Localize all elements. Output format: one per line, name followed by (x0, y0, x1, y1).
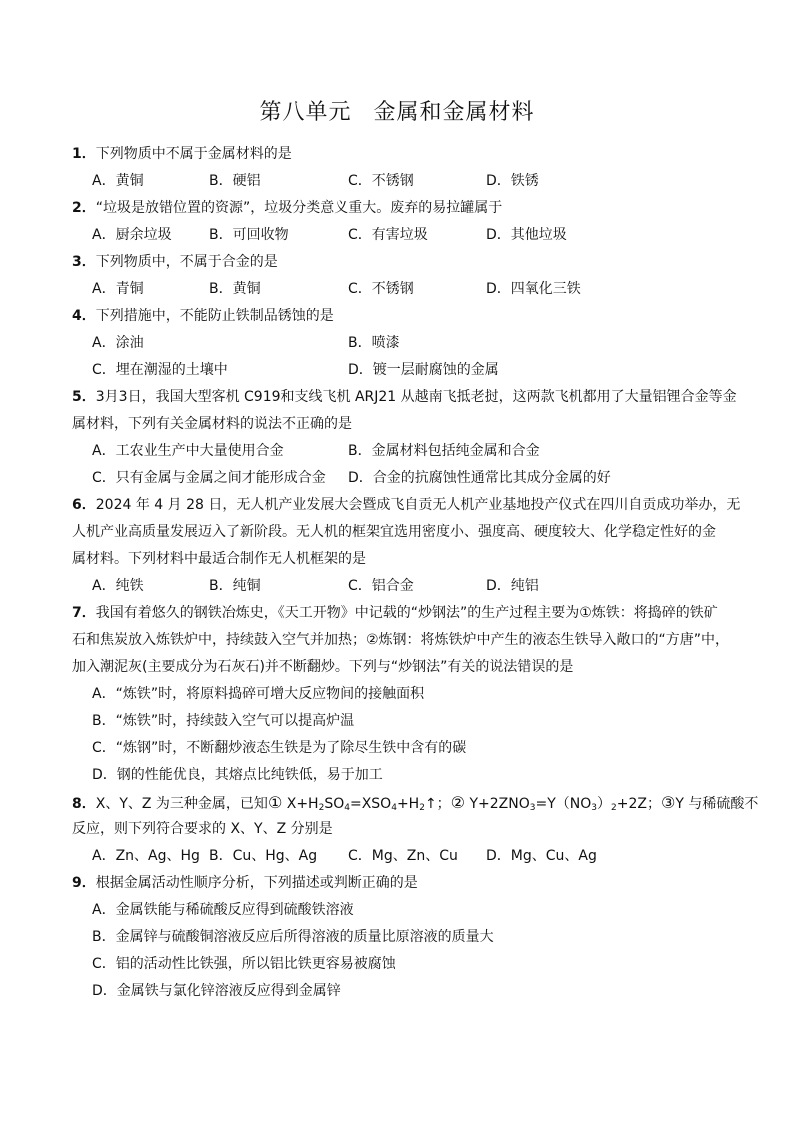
question-text: 下列物质中不属于金属材料的是 (95, 146, 292, 162)
option-a: A．黄铜 (92, 173, 144, 189)
question-number: 4． (72, 308, 96, 324)
option-b: B．金属材料包括纯金属和合金 (348, 443, 540, 459)
question-6-options (72, 573, 732, 600)
option-c: C．只有金属与金属之间才能形成合金 (92, 470, 326, 486)
question-text: 加入潮泥灰(主要成分为石灰石)并不断翻炒。下列与“炒钢法”有关的说法错误的是 (72, 659, 574, 675)
equation-1: SO (324, 796, 345, 812)
question-5-stem-cont (72, 411, 732, 438)
equation-1: X+H (282, 796, 319, 812)
question-1-options (72, 168, 732, 195)
option-b: B．可回收物 (209, 227, 289, 243)
option-a: A．“炼铁”时，将原料捣碎可增大反应物间的接触面积 (92, 686, 425, 702)
question-5-options-row1 (72, 438, 732, 465)
option-c: C．Mg、Zn、Cu (348, 848, 458, 864)
question-4-stem (72, 303, 732, 330)
question-text: 石和焦炭放入炼铁炉中，持续鼓入空气并加热；②炼钢：将炼铁炉中产生的液态生铁导入敞口的“方唐”中， (72, 632, 730, 648)
unit-topic: 金属和金属材料 (373, 100, 535, 125)
question-8-options (72, 843, 732, 870)
circled-two: ② (450, 793, 466, 812)
question-8-stem-cont (72, 816, 732, 843)
option-a: A．纯铁 (92, 578, 144, 594)
question-3-options (72, 276, 732, 303)
question-4-options-row2 (72, 357, 732, 384)
option-d: D．四氧化三铁 (486, 281, 581, 297)
option-c: C．“炼钢”时，不断翻炒液态生铁是为了除尽生铁中含有的碳 (92, 740, 467, 756)
question-text: 2024 年 4 月 28 日，无人机产业发展大会暨成飞自贡无人机产业基地投产仪式在四川自贡成功举办，无 (95, 497, 741, 513)
option-d: D．镀一层耐腐蚀的金属 (348, 362, 499, 378)
question-text: Y 与稀硫酸不 (675, 796, 759, 812)
option-c: C．不锈钢 (348, 281, 414, 297)
option-a: A．工农业生产中大量使用合金 (92, 443, 284, 459)
equation-1: +H (396, 796, 420, 812)
question-text: 下列措施中，不能防止铁制品锈蚀的是 (95, 308, 334, 324)
question-text: 反应，则下列符合要求的 X、Y、Z 分别是 (72, 821, 333, 837)
equation-2: +2Z； (616, 796, 661, 812)
option-b: B．硬铝 (209, 173, 261, 189)
question-number: 9． (72, 875, 96, 891)
question-3-stem (72, 249, 732, 276)
question-7-stem-cont (72, 627, 732, 654)
option-a: A．青铜 (92, 281, 144, 297)
option-c: C．埋在潮湿的土壤中 (92, 362, 228, 378)
unit-label: 第八单元 (259, 100, 352, 125)
question-7-stem (72, 600, 732, 627)
option-d: D．金属铁与氯化锌溶液反应得到金属锌 (92, 983, 341, 999)
question-number: 6． (72, 497, 96, 513)
question-6-stem-cont (72, 519, 732, 546)
option-a: A．Zn、Ag、Hg (92, 848, 200, 864)
question-text: 根据金属活动性顺序分析，下列描述或判断正确的是 (95, 875, 418, 891)
question-text: X、Y、Z 为三种金属，已知 (95, 796, 268, 812)
question-2-options (72, 222, 732, 249)
question-text: 属材料。下列材料中最适合制作无人机框架的是 (72, 551, 366, 567)
question-list (72, 141, 759, 1005)
option-b: B．“炼铁”时，持续鼓入空气可以提高炉温 (92, 713, 355, 729)
question-9-stem (72, 870, 732, 897)
subscript: 2 (318, 803, 325, 813)
option-d: D．纯铝 (486, 578, 539, 594)
option-c: C．铝的活动性比铁强，所以铝比铁更容易被腐蚀 (92, 956, 396, 972)
question-7-stem-cont (72, 654, 732, 681)
subscript: 4 (391, 803, 397, 813)
circled-three: ③ (660, 793, 676, 812)
option-d: D．其他垃圾 (486, 227, 567, 243)
subscript: 2 (419, 803, 425, 813)
option-a: A．金属铁能与稀硫酸反应得到硫酸铁溶液 (92, 902, 354, 918)
subscript: 3 (591, 803, 597, 813)
subscript: 3 (529, 803, 536, 813)
question-6-stem (72, 492, 741, 519)
option-d: D．Mg、Cu、Ag (486, 848, 597, 864)
subscript: 4 (344, 803, 350, 813)
option-c: C．铝合金 (348, 578, 414, 594)
option-a: A．涂油 (92, 335, 144, 351)
question-5-options-row2 (72, 465, 732, 492)
question-1-stem (72, 141, 732, 168)
question-number: 7． (72, 605, 96, 621)
equation-2: Y+2ZNO (465, 796, 530, 812)
question-8-stem (72, 789, 759, 816)
question-4-options-row1 (72, 330, 732, 357)
question-number: 1． (72, 146, 96, 162)
question-5-stem (72, 384, 737, 411)
question-number: 5． (72, 389, 96, 405)
option-b: B．Cu、Hg、Ag (209, 848, 318, 864)
question-text: 下列物质中，不属于合金的是 (95, 254, 278, 270)
option-d: D．合金的抗腐蚀性通常比其成分金属的好 (348, 470, 611, 486)
circled-one: ① (267, 793, 283, 812)
option-c: C．不锈钢 (348, 173, 414, 189)
question-text: 人机产业高质量发展迈入了新阶段。无人机的框架宜选用密度小、强度高、硬度较大、化学稳定性好的金 (72, 524, 716, 540)
equation-1: =XSO (349, 796, 392, 812)
question-text: 属材料，下列有关金属材料的说法不正确的是 (72, 416, 352, 432)
question-text: 我国有着悠久的钢铁冶炼史，《天工开物》中记载的“炒钢法”的生产过程主要为①炼铁：将捣碎的铁矿 (95, 605, 718, 621)
option-c: C．有害垃圾 (348, 227, 428, 243)
equation-1: ↑； (424, 796, 451, 812)
option-b: B．喷漆 (348, 335, 400, 351)
option-d: D．钢的性能优良，其熔点比纯铁低，易于加工 (92, 767, 383, 783)
equation-2: =Y（NO (535, 796, 592, 812)
option-b: B．黄铜 (209, 281, 261, 297)
option-b: B．纯铜 (209, 578, 261, 594)
question-2-stem (72, 195, 732, 222)
page-title (0, 95, 794, 126)
option-d: D．铁锈 (486, 173, 539, 189)
question-number: 2． (72, 200, 96, 216)
equation-2: ） (597, 796, 611, 812)
question-number: 3． (72, 254, 96, 270)
subscript: 2 (611, 803, 617, 813)
option-a: A．厨余垃圾 (92, 227, 172, 243)
question-number: 8． (72, 796, 96, 812)
option-b: B．金属锌与硫酸铜溶液反应后所得溶液的质量比原溶液的质量大 (92, 929, 494, 945)
question-text: 3月3日，我国大型客机 C919和支线飞机 ARJ21 从越南飞抵老挝，这两款飞机都用了大量铝锂合金等金 (95, 389, 737, 405)
question-text: “垃圾是放错位置的资源”，垃圾分类意义重大。废弃的易拉罐属于 (95, 200, 503, 216)
question-6-stem-cont (72, 546, 732, 573)
